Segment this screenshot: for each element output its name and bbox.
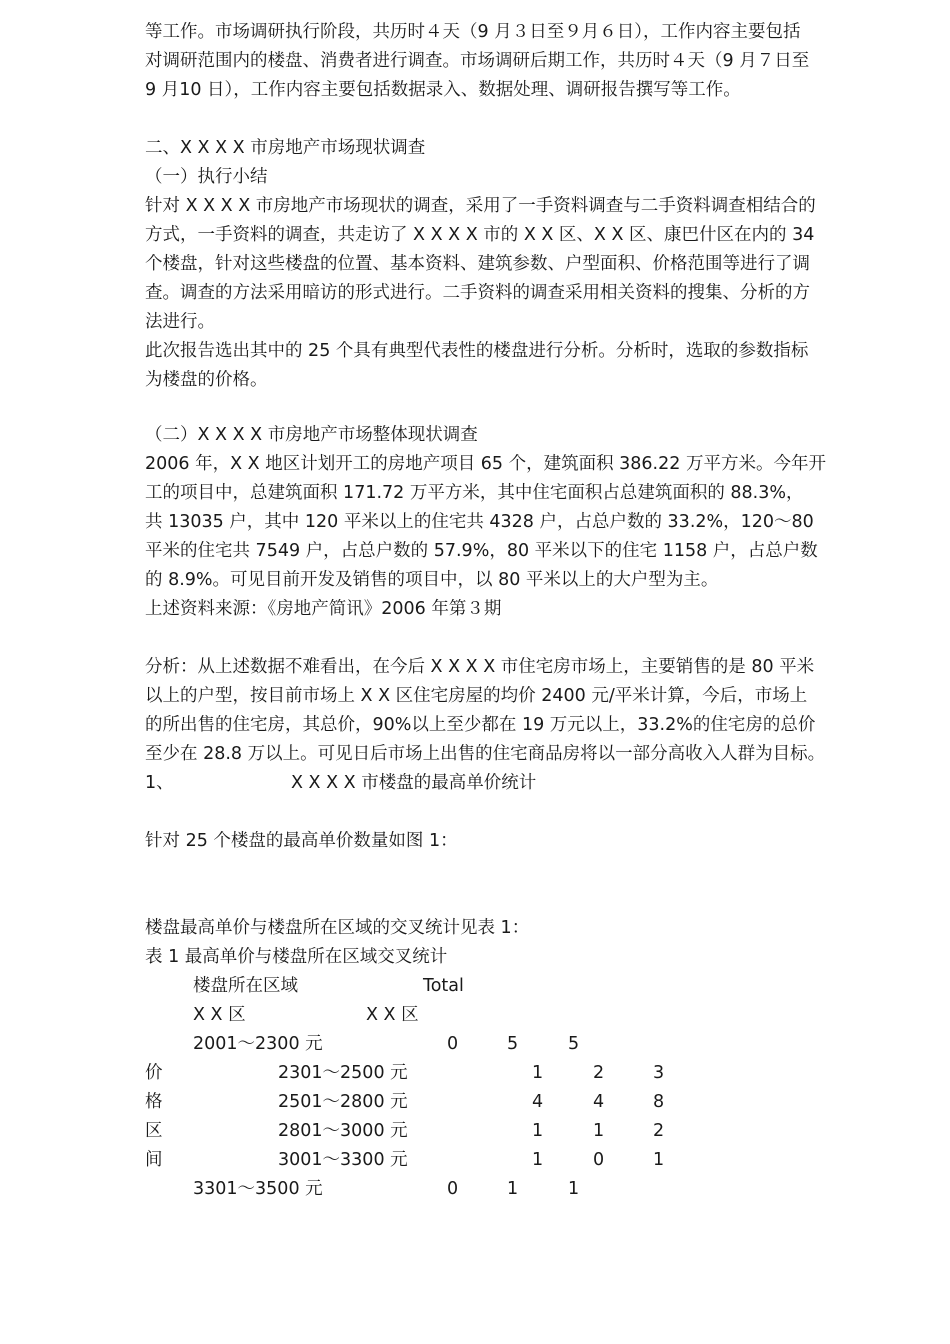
list-heading: X X X X 市楼盘的最高单价统计 (291, 773, 537, 793)
paragraph-line: 9 月10 日），工作内容主要包括数据录入、数据处理、调研报告撰写等工作。 (145, 80, 741, 100)
list-number: 1、 (145, 773, 174, 793)
row-label-char: 区 (145, 1121, 163, 1141)
cell-value: 1 (532, 1121, 544, 1141)
paragraph-line: 平米的住宅共 7549 户，占总户数的 57.9%，80 平米以下的住宅 1158 户，占总户数 (145, 541, 818, 561)
table-caption: 表 1 最高单价与楼盘所在区域交叉统计 (145, 947, 448, 967)
paragraph-line: 的 8.9%。可见目前开发及销售的项目中，以 80 平米以上的大户型为主。 (145, 570, 719, 590)
figure-reference: 针对 25 个楼盘的最高单价数量如图 1： (145, 831, 458, 851)
cell-value: 4 (532, 1092, 544, 1112)
paragraph-line: 共 13035 户，其中 120 平米以上的住宅共 4328 户，占总户数的 33.2%，120～80 (145, 512, 814, 532)
cell-total: 8 (653, 1092, 665, 1112)
price-range: 3301～3500 元 (193, 1179, 323, 1199)
cell-total: 2 (653, 1121, 665, 1141)
row-label-char: 间 (145, 1150, 163, 1170)
subsection-heading: （二）X X X X 市房地产市场整体现状调查 (145, 425, 478, 445)
paragraph-line: 为楼盘的价格。 (145, 370, 268, 390)
paragraph-line: 的所出售的住宅房，其总价，90%以上至少都在 19 万元以上，33.2%的住宅房的总价 (145, 715, 816, 735)
paragraph-line: 以上的户型，按目前市场上 X X 区住宅房屋的均价 2400 元/平米计算，今后，市场上 (145, 686, 808, 706)
price-range: 3001～3300 元 (278, 1150, 408, 1170)
cell-value: 4 (593, 1092, 605, 1112)
column-group-header: 楼盘所在区域 (193, 976, 298, 996)
paragraph-line: 等工作。市场调研执行阶段，共历时４天（9 月３日至９月６日），工作内容主要包括 (145, 22, 801, 42)
cell-value: 1 (507, 1179, 519, 1199)
column-header-1: X X 区 (193, 1005, 246, 1025)
paragraph-line: 方式，一手资料的调查，共走访了 X X X X 市的 X X 区、X X 区、康巴什区在内的 34 (145, 225, 815, 245)
total-header: Total (423, 976, 464, 996)
paragraph-line: 查。调查的方法采用暗访的形式进行。二手资料的调查采用相关资料的搜集、分析的方 (145, 283, 810, 303)
subsection-heading: （一）执行小结 (145, 167, 268, 187)
cell-value: 2 (593, 1063, 605, 1083)
row-label-char: 格 (145, 1092, 163, 1112)
cell-value: 0 (447, 1179, 459, 1199)
cell-value: 5 (507, 1034, 519, 1054)
paragraph-line: 个楼盘，针对这些楼盘的位置、基本资料、建筑参数、户型面积、价格范围等进行了调 (145, 254, 810, 274)
cell-total: 1 (568, 1179, 580, 1199)
cell-value: 0 (593, 1150, 605, 1170)
price-range: 2801～3000 元 (278, 1121, 408, 1141)
paragraph-line: 2006 年，X X 地区计划开工的房地产项目 65 个，建筑面积 386.22 万平方米。今年开 (145, 454, 826, 474)
price-range: 2501～2800 元 (278, 1092, 408, 1112)
paragraph-line: 工的项目中，总建筑面积 171.72 万平方米，其中住宅面积占总建筑面积的 88.3%， (145, 483, 804, 503)
price-range: 2001～2300 元 (193, 1034, 323, 1054)
paragraph-line: 此次报告选出其中的 25 个具有典型代表性的楼盘进行分析。分析时，选取的参数指标 (145, 341, 809, 361)
table-reference: 楼盘最高单价与楼盘所在区域的交叉统计见表 1： (145, 918, 530, 938)
source-note: 上述资料来源：《房地产简讯》2006 年第３期 (145, 599, 502, 619)
paragraph-line: 法进行。 (145, 312, 215, 332)
cell-value: 1 (532, 1063, 544, 1083)
paragraph-line: 至少在 28.8 万以上。可见日后市场上出售的住宅商品房将以一部分高收入人群为目标。 (145, 744, 826, 764)
cell-total: 3 (653, 1063, 665, 1083)
cell-total: 1 (653, 1150, 665, 1170)
section-heading: 二、X X X X 市房地产市场现状调查 (145, 138, 426, 158)
row-label-char: 价 (145, 1063, 163, 1083)
paragraph-line: 对调研范围内的楼盘、消费者进行调查。市场调研后期工作，共历时４天（9 月７日至 (145, 51, 810, 71)
cell-value: 0 (447, 1034, 459, 1054)
column-header-2: X X 区 (366, 1005, 419, 1025)
cell-total: 5 (568, 1034, 580, 1054)
cell-value: 1 (532, 1150, 544, 1170)
paragraph-line: 针对 X X X X 市房地产市场现状的调查，采用了一手资料调查与二手资料调查相结合的 (145, 196, 816, 216)
cell-value: 1 (593, 1121, 605, 1141)
paragraph-line: 分析：从上述数据不难看出，在今后 X X X X 市住宅房市场上，主要销售的是 80 平米 (145, 657, 815, 677)
price-range: 2301～2500 元 (278, 1063, 408, 1083)
